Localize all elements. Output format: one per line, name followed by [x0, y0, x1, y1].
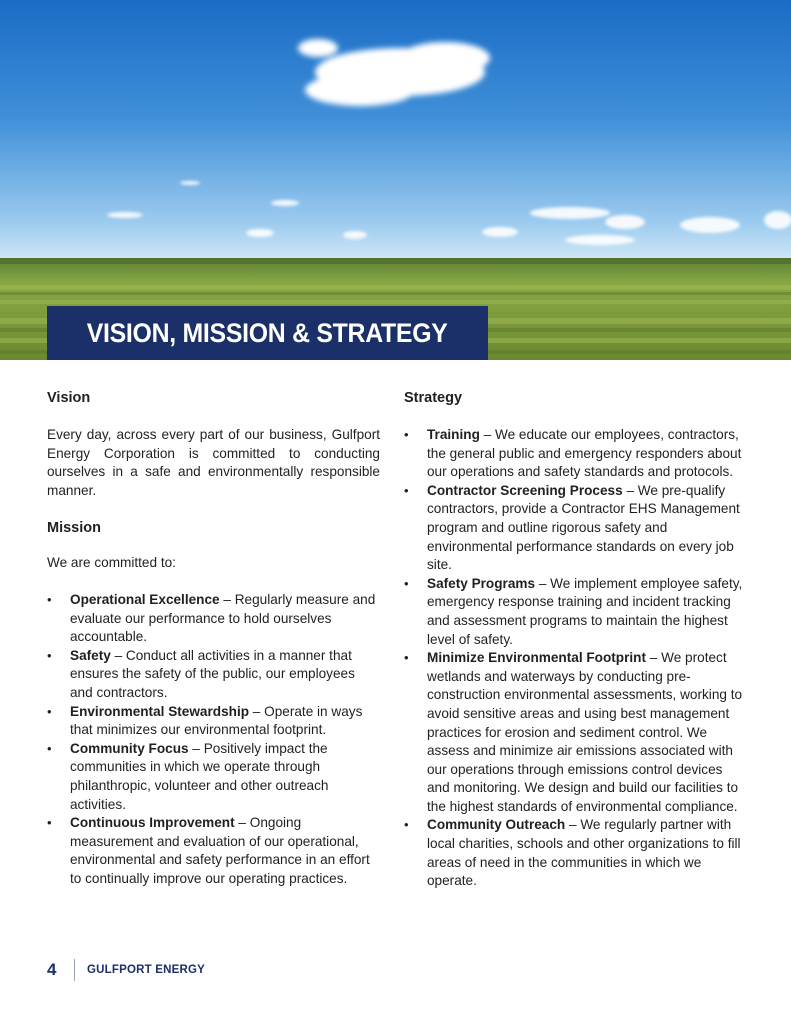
footer-brand: GULFPORT ENERGY — [87, 964, 206, 976]
list-item — [47, 647, 380, 703]
bullet-icon: • — [47, 703, 52, 719]
bullet-icon: • — [47, 647, 52, 663]
page-number: 4 — [47, 960, 57, 979]
list-item — [404, 816, 746, 890]
left-column — [47, 388, 380, 888]
list-item — [47, 814, 380, 888]
list-item-term: Environmental Stewardship — [70, 703, 250, 719]
list-item-desc: – Ongoing measurement and evaluation of our operational, environmental and safety performance in an effort to continually improve our operating practices. — [70, 815, 370, 886]
list-item — [47, 740, 380, 814]
list-item-term: Safety — [70, 647, 111, 663]
bullet-icon: • — [47, 815, 52, 831]
list-item-desc: – We pre-qualify contractors, provide a Contractor EHS Management program and outline rigorous safety and environmental performance standards on every job site. — [427, 482, 740, 573]
list-item-desc: – Operate in ways that minimizes our environmental footprint. — [70, 703, 363, 738]
list-item-term: Safety Programs — [427, 575, 536, 591]
bullet-icon: • — [404, 817, 409, 833]
list-item-desc: – Regularly measure and evaluate our performance to hold ourselves accountable. — [70, 591, 376, 645]
list-item-term: Community Outreach — [427, 817, 566, 833]
list-item-term: Minimize Environmental Footprint — [427, 650, 647, 666]
page-footer — [47, 958, 205, 982]
list-item — [404, 482, 746, 575]
vision-text: Every day, across every part of our business, Gulfport Energy Corporation is committed to conducting ourselves in a safe and environmentally responsible manner. — [47, 427, 380, 498]
bullet-icon: • — [47, 740, 52, 756]
list-item-term: Continuous Improvement — [70, 815, 235, 831]
list-item-term: Community Focus — [70, 740, 189, 756]
strategy-heading: Strategy — [404, 390, 463, 406]
list-item-term: Training — [427, 427, 480, 442]
bullet-icon: • — [404, 482, 409, 498]
page-title: VISION, MISSION & STRATEGY — [87, 317, 448, 348]
list-item — [404, 426, 746, 482]
vision-heading: Vision — [47, 390, 91, 406]
list-item-desc: – We educate our employees, contractors, the general public and emergency responders about our operations and safety standards and protocols. — [427, 427, 742, 480]
mission-lead: We are committed to: — [47, 555, 176, 571]
list-item-term: Contractor Screening Process — [427, 482, 623, 498]
bullet-icon: • — [47, 591, 52, 607]
list-item — [47, 703, 380, 740]
bullet-icon: • — [404, 427, 409, 442]
list-item-desc: – We regularly partner with local charities, schools and other organizations to fill areas of need in the communities in which we operate. — [427, 817, 741, 889]
list-item-desc: – We protect wetlands and waterways by conducting pre-construction environmental assessments, working to avoid sensitive areas and using best management practices for erosion and sediment control. We assess and minimize air emissions associated with our operations through emissions control devices and monitoring. We design and build our facilities to the highest standards of environmental compliance. — [427, 650, 743, 814]
list-item-desc: – Positively impact the communities in which we operate through philanthropic, volunteer and other outreach activities. — [70, 740, 329, 812]
footer-divider — [74, 959, 75, 981]
list-item — [47, 591, 380, 647]
list-item-desc: – Conduct all activities in a manner that ensures the safety of the public, our employees and contractors. — [70, 647, 355, 700]
mission-list — [47, 591, 380, 889]
bullet-icon: • — [404, 575, 409, 591]
list-item — [404, 649, 746, 816]
section-title-banner — [47, 306, 488, 360]
list-item-term: Operational Excellence — [70, 591, 220, 607]
list-item-desc: – We implement employee safety, emergency response training and incident tracking and assessment programs to maintain the highest level of safety. — [427, 575, 743, 647]
strategy-list — [404, 426, 746, 891]
bullet-icon: • — [404, 650, 409, 666]
list-item — [404, 575, 746, 649]
mission-heading: Mission — [47, 520, 101, 537]
right-column — [404, 388, 746, 891]
